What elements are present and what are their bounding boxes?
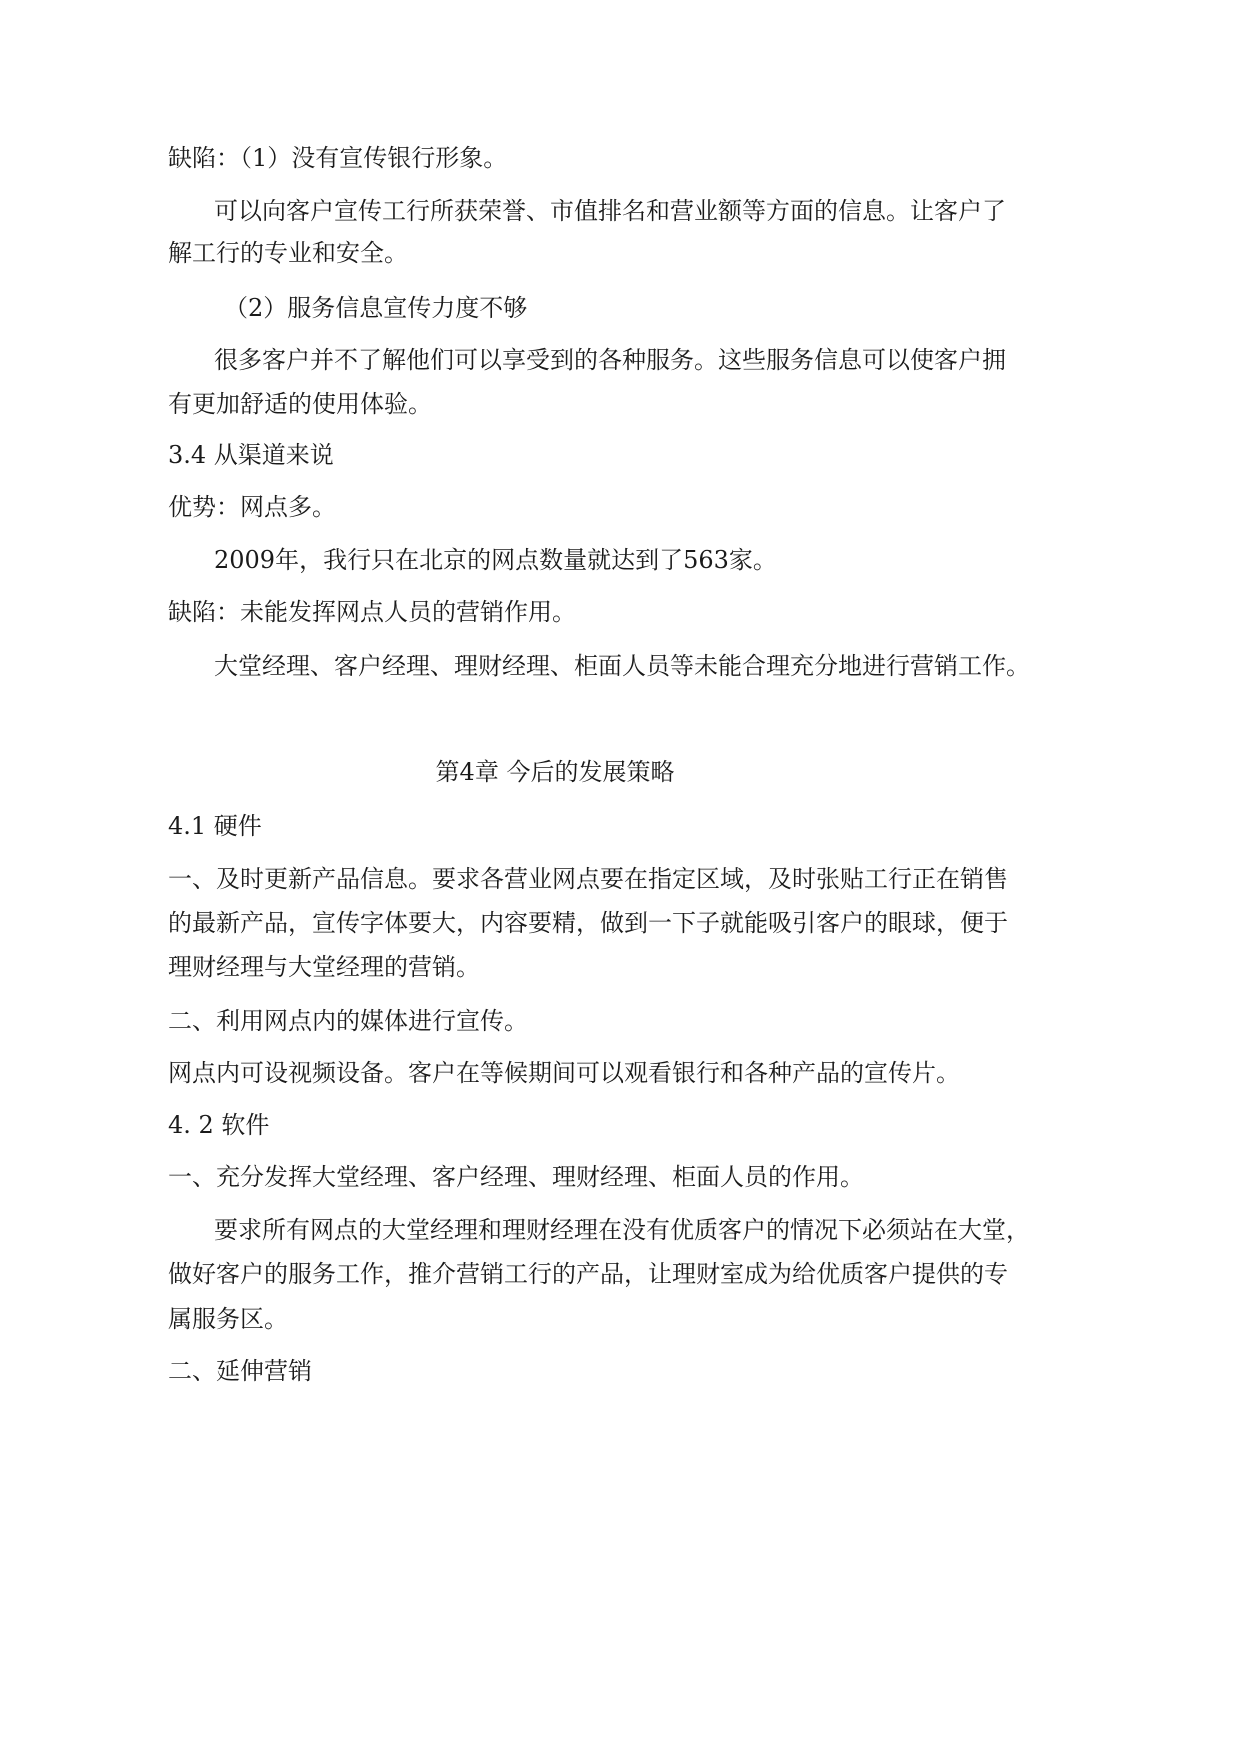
text-line: 缺陷：未能发挥网点人员的营销作用。	[168, 598, 576, 626]
text-line: 优势：网点多。	[168, 493, 336, 521]
text-line: 缺陷：（1）没有宣传银行形象。	[168, 144, 508, 172]
section-heading: 4. 2 软件	[168, 1111, 270, 1139]
text-line: （2）服务信息宣传力度不够	[224, 294, 528, 322]
text-line: 二、延伸营销	[168, 1357, 312, 1385]
text-line: 要求所有网点的大堂经理和理财经理在没有优质客户的情况下必须站在大堂，	[214, 1216, 1030, 1244]
chapter-title: 第4章 今后的发展策略	[435, 758, 675, 786]
text-line: 很多客户并不了解他们可以享受到的各种服务。这些服务信息可以使客户拥	[214, 346, 1006, 374]
text-line: 2009年，我行只在北京的网点数量就达到了563家。	[214, 546, 777, 574]
text-line: 有更加舒适的使用体验。	[168, 390, 432, 418]
text-line: 二、利用网点内的媒体进行宣传。	[168, 1007, 528, 1035]
text-line: 一、充分发挥大堂经理、客户经理、理财经理、柜面人员的作用。	[168, 1163, 864, 1191]
text-line: 的最新产品，宣传字体要大，内容要精，做到一下子就能吸引客户的眼球，便于	[168, 909, 1008, 937]
text-line: 大堂经理、客户经理、理财经理、柜面人员等未能合理充分地进行营销工作。	[214, 652, 1030, 680]
text-line: 理财经理与大堂经理的营销。	[168, 953, 480, 981]
text-line: 属服务区。	[168, 1305, 288, 1333]
text-line: 做好客户的服务工作，推介营销工行的产品，让理财室成为给优质客户提供的专	[168, 1260, 1008, 1288]
text-line: 解工行的专业和安全。	[168, 239, 408, 267]
text-line: 可以向客户宣传工行所获荣誉、市值排名和营业额等方面的信息。让客户了	[214, 197, 1006, 225]
text-line: 一、及时更新产品信息。要求各营业网点要在指定区域，及时张贴工行正在销售	[168, 865, 1008, 893]
section-heading: 3.4 从渠道来说	[168, 441, 334, 469]
text-line: 网点内可设视频设备。客户在等候期间可以观看银行和各种产品的宣传片。	[168, 1059, 960, 1087]
section-heading: 4.1 硬件	[168, 812, 262, 840]
